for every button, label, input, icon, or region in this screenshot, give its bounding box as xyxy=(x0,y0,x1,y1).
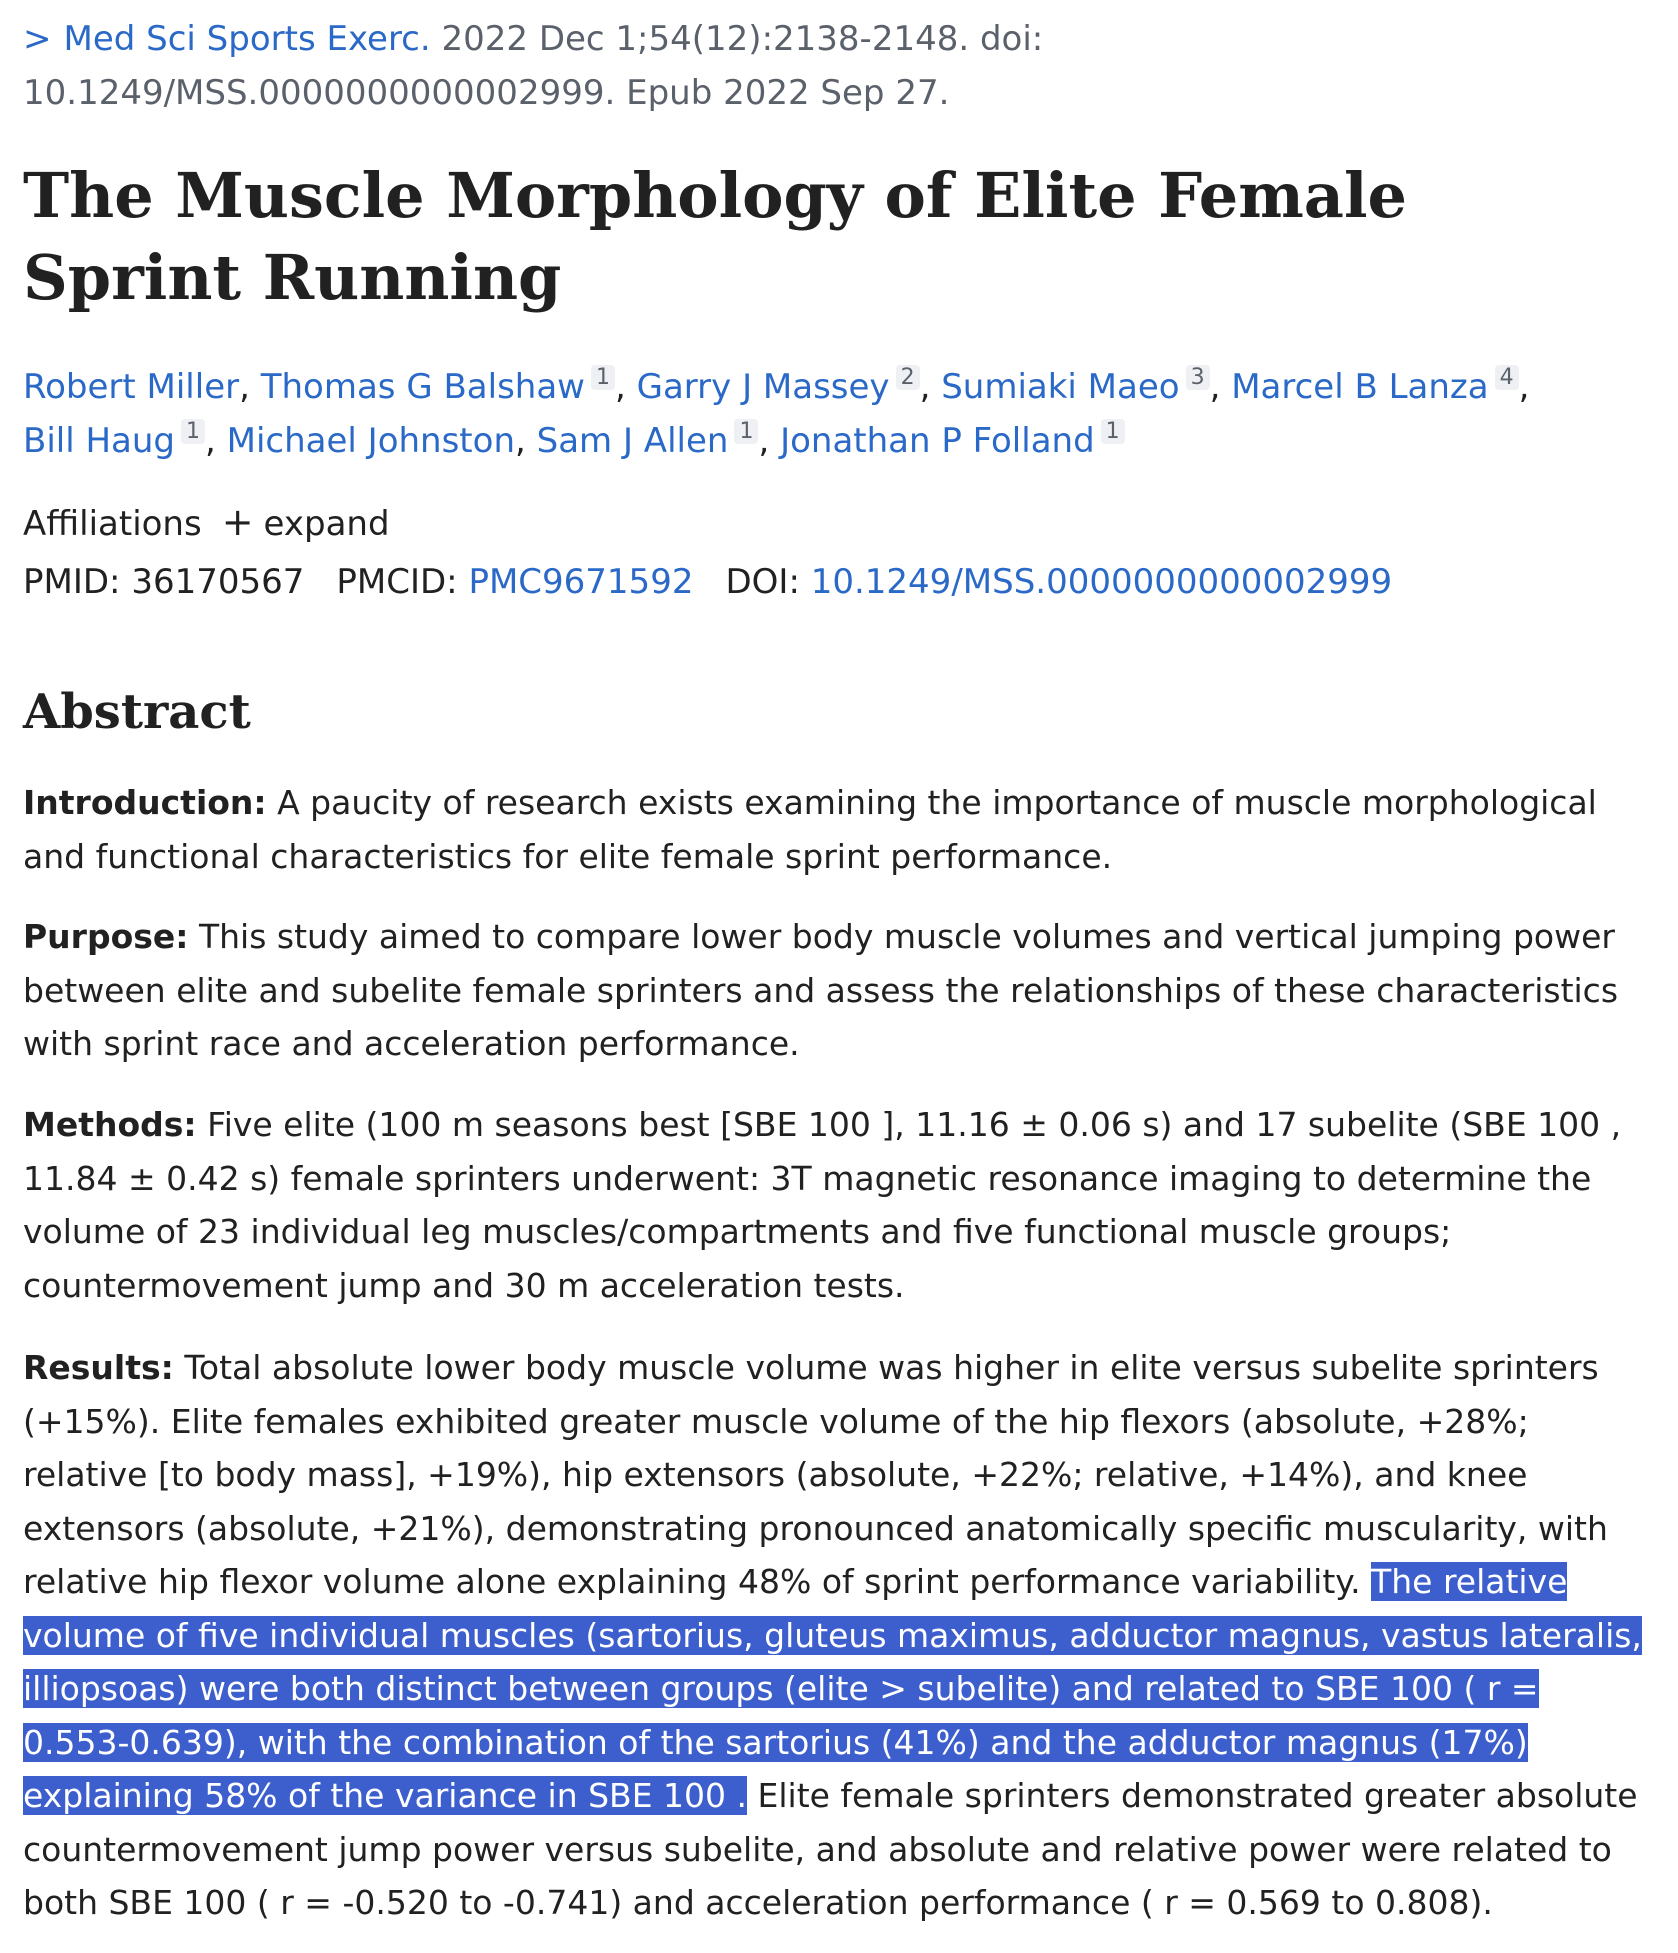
author-list: Robert Miller, Thomas G Balshaw $^1$ , Garry J Massey $^2$ , Sumiaki Maeo $^3$ , Marcel B Lanza $^4$ , Bill Haug $^1$ , Michael Johnston, Sam J Allen $^1$ , Jonathan P Folland $^1$ xyxy=(23,365,1530,461)
affiliations-label: Affiliations xyxy=(23,504,202,544)
section-label: Purpose: xyxy=(23,917,189,956)
affiliation-ref[interactable]: 2 xyxy=(896,365,920,390)
author-link[interactable]: Jonathan P Folland xyxy=(780,421,1095,461)
author-link[interactable]: Michael Johnston xyxy=(226,421,515,461)
abstract-purpose xyxy=(23,910,1643,1071)
section-label: Results: xyxy=(23,1348,174,1387)
abstract-introduction xyxy=(23,776,1643,883)
abstract-results xyxy=(23,1341,1643,1930)
affiliation-ref[interactable]: 1 xyxy=(1101,419,1125,444)
selected-text[interactable]: The relative volume of five individual muscles (sartorius, gluteus maximus, adductor magnus, vastus lateralis, illiopsoas) were both distinct between groups (elite > subelite) and related to SBE 100 ( r = 0.553-0.639), with the combination of the sartorius (41%) and the adductor magnus (17%) explaining 58% of the variance in SBE 100 . xyxy=(23,1562,1642,1815)
affiliation-ref[interactable]: 1 xyxy=(181,419,205,444)
doi-label: DOI: xyxy=(725,562,800,602)
expand-label[interactable]: expand xyxy=(263,504,390,544)
section-text: This study aimed to compare lower body muscle volumes and vertical jumping power between elite and subelite female sprinters and assess the relationships of these characteristics with sprint race and acceleration performance. xyxy=(23,917,1619,1063)
page-title: The Muscle Morphology of Elite Female Sprint Running xyxy=(23,159,1407,314)
section-text: Five elite (100 m seasons best [SBE 100 ], 11.16 ± 0.06 s) and 17 subelite (SBE 100 , 11.84 ± 0.42 s) female sprinters underwent: 3T magnetic resonance imaging to determine the volume of 23 individual leg muscles/compartments and five functional muscle groups; countermovement jump and 30 m acceleration tests. xyxy=(23,1105,1622,1305)
affiliation-ref[interactable]: 4 xyxy=(1495,365,1519,390)
abstract-heading: Abstract xyxy=(23,684,251,740)
section-text: Elite female sprinters demonstrated greater absolute countermovement jump power versus subelite, and absolute and relative power were related to both SBE 100 ( r = -0.520 to -0.741) and acceleration performance ( r = 0.569 to 0.808). xyxy=(23,1776,1638,1922)
plus-icon[interactable]: + xyxy=(221,500,254,544)
author-link[interactable]: Robert Miller xyxy=(23,367,240,407)
author-link[interactable]: Bill Haug xyxy=(23,421,176,461)
affiliation-ref[interactable]: 1 xyxy=(734,419,758,444)
pmid-value: 36170567 xyxy=(131,562,305,602)
citation xyxy=(23,12,1643,120)
doi-link[interactable]: 10.1249/MSS.0000000000002999 xyxy=(810,562,1393,602)
section-label: Introduction: xyxy=(23,783,267,822)
section-label: Methods: xyxy=(23,1105,197,1144)
author-link[interactable]: Thomas G Balshaw xyxy=(260,367,585,407)
pmcid-label: PMCID: xyxy=(336,562,458,602)
author-link[interactable]: Sam J Allen xyxy=(536,421,729,461)
affiliation-ref[interactable]: 1 xyxy=(591,365,615,390)
author-link[interactable]: Marcel B Lanza xyxy=(1231,367,1489,407)
section-text: Total absolute lower body muscle volume was higher in elite versus subelite sprinters (+15%). Elite females exhibited greater muscle volume of the hip flexors (absolute, +28%; relative [to body mass], +19%), hip extensors (absolute, +22%; relative, +14%), and knee extensors (absolute, +21%), demonstrating pronounced anatomically specific muscularity, with relative hip flexor volume alone explaining 48% of sprint performance variability. xyxy=(23,1348,1608,1601)
affiliation-ref[interactable]: 3 xyxy=(1186,365,1210,390)
identifiers xyxy=(23,557,1392,607)
author-link[interactable]: Sumiaki Maeo xyxy=(941,367,1180,407)
author-link[interactable]: Garry J Massey xyxy=(636,367,890,407)
journal-link[interactable]: Med Sci Sports Exerc. xyxy=(63,19,431,59)
affiliations-toggle[interactable] xyxy=(23,497,390,549)
pmid-label: PMID: xyxy=(23,562,121,602)
chevron-right-icon[interactable]: > xyxy=(23,19,52,59)
citation-details: 2022 Dec 1;54(12):2138-2148. doi: 10.1249/MSS.0000000000002999. Epub 2022 Sep 27. xyxy=(23,19,1044,113)
abstract-methods xyxy=(23,1098,1643,1312)
pmcid-link[interactable]: PMC9671592 xyxy=(468,562,694,602)
section-text: A paucity of research exists examining the importance of muscle morphological and functional characteristics for elite female sprint performance. xyxy=(23,783,1597,876)
